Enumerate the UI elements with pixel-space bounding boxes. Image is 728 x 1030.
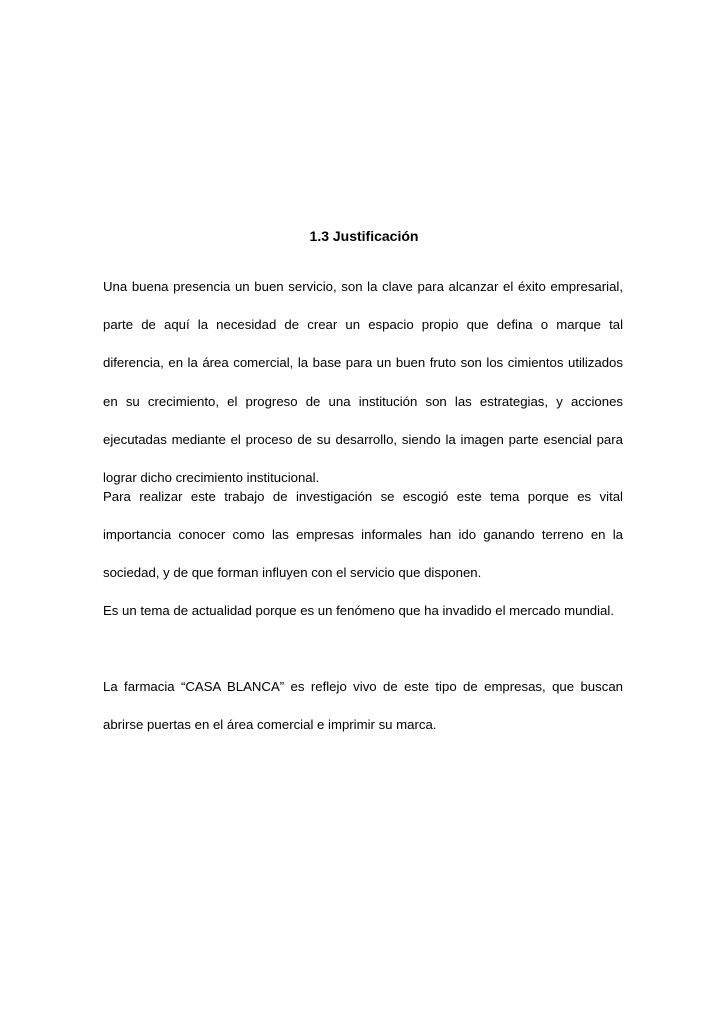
section-heading: 1.3 Justificación bbox=[309, 228, 419, 244]
paragraph-4: La farmacia “CASA BLANCA” es reflejo vivo de este tipo de empresas, que buscan abrirse puertas en el área comercial e imprimir su marca. bbox=[103, 679, 623, 733]
paragraph-3: Es un tema de actualidad porque es un fenómeno que ha invadido el mercado mundial. bbox=[103, 603, 614, 618]
paragraph-1: Una buena presencia un buen servicio, son la clave para alcanzar el éxito empresarial, parte de aquí la necesidad de crear un espacio propio que defina o marque tal diferencia, en la área comercial, la base para un buen fruto son los cimientos utilizados en su crecimiento, el progreso de una institución son las estrategias, y acciones ejecutadas mediante el proceso de su desarrollo, siendo la imagen parte esencial para lograr dicho crecimiento institucional. bbox=[103, 279, 623, 486]
paragraph-2: Para realizar este trabajo de investigación se escogió este tema porque es vital importancia conocer como las empresas informales han ido ganando terreno en la sociedad, y de que forman influyen con el servicio que disponen. bbox=[103, 489, 623, 581]
